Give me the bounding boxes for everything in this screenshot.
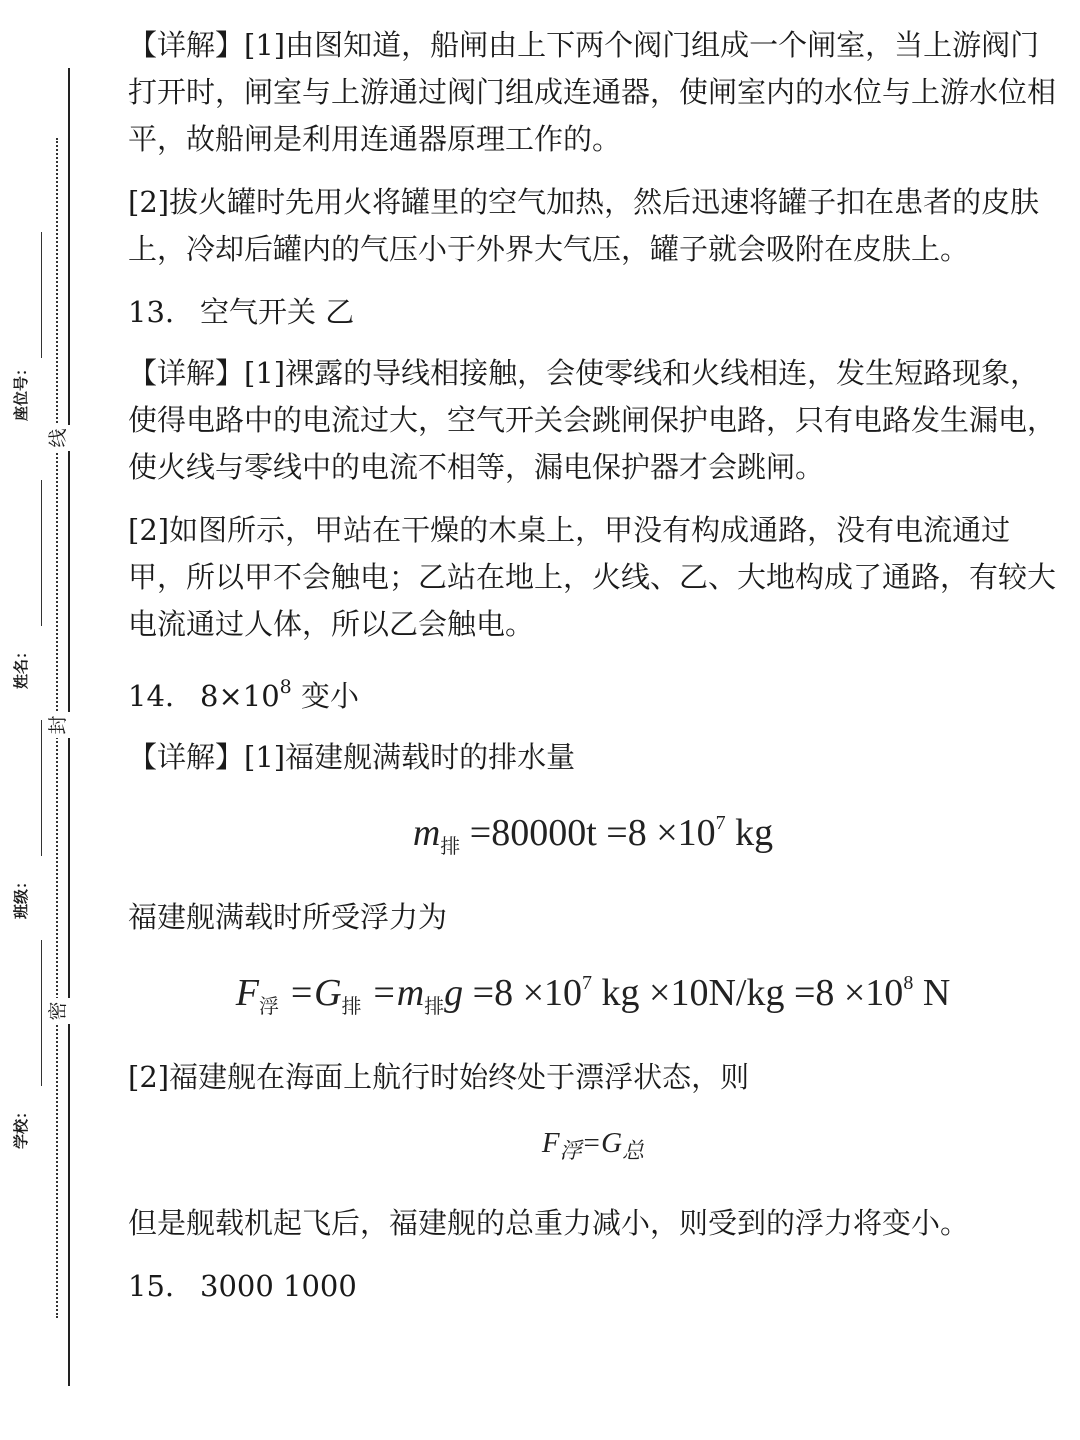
q14-conclusion: 但是舰载机起飞后，福建舰的总重力减小，则受到的浮力将变小。 xyxy=(128,1206,970,1240)
q13-number: 13. xyxy=(128,295,175,329)
q15-answer-line xyxy=(128,1263,1058,1310)
answer-content xyxy=(128,22,1058,1324)
q12-detail-2: [2]拔火罐时先用火将罐里的空气加热，然后迅速将罐子扣在患者的皮肤上，冷却后罐内的气压小于外界大气压，罐子就会吸附在皮肤上。 xyxy=(128,185,1040,266)
q14-answer-exponent: 8 xyxy=(279,676,292,698)
q13-answer: 空气开关 乙 xyxy=(200,295,355,329)
q14-answer-base: 8×10 xyxy=(200,679,280,713)
q14-detail-1: 【详解】[1]福建舰满载时的排水量 xyxy=(128,740,576,774)
binding-mark-feng: 封 xyxy=(45,712,71,738)
q15-number: 15. xyxy=(128,1269,175,1303)
formula-displacement-mass: $m_排 =80000t =8 \times 10^7$ kg xyxy=(412,812,774,858)
q13-answer-line xyxy=(128,289,1058,336)
q13-detail-1: 【详解】[1]裸露的导线相接触，会使零线和火线相连，发生短路现象，使得电路中的电流过大，空气开关会跳闸保护电路，只有电路发生漏电，使火线与零线中的电流不相等，漏电保护器才会跳闸。 xyxy=(128,356,1057,484)
q14-answer-line xyxy=(128,664,1058,720)
seat-number-field xyxy=(8,232,48,421)
school-field xyxy=(8,940,48,1149)
q14-detail-2: [2]福建舰在海面上航行时始终处于漂浮状态，则 xyxy=(128,1060,750,1094)
q14-answer-tail: 变小 xyxy=(291,679,359,713)
q15-answer: 3000 1000 xyxy=(200,1269,357,1303)
class-label: 班级： xyxy=(12,873,30,919)
binding-mark-mi: 密 xyxy=(45,998,71,1024)
q12-detail-1: 【详解】[1]由图知道，船闸由上下两个阀门组成一个闸室，当上游阀门打开时，闸室与上游通过阀门组成连通器，使闸室内的水位与上游水位相平，故船闸是利用连通器原理工作的。 xyxy=(128,28,1057,156)
name-field xyxy=(8,480,48,689)
q13-detail-2: [2]如图所示，甲站在干燥的木桌上，甲没有构成通路，没有电流通过甲，所以甲不会触电；乙站在地上，火线、乙、大地构成了通路，有较大电流通过人体，所以乙会触电。 xyxy=(128,513,1057,641)
q14-buoyancy-intro: 福建舰满载时所受浮力为 xyxy=(128,900,448,934)
seat-number-label: 座位号： xyxy=(12,360,30,421)
formula-buoyant-force: $F_浮 =G_排 =m_排g =8 \times 10^7$ kg $\times 10N/kg =8 \times 10^8$ N xyxy=(235,972,951,1018)
binding-mark-xian: 线 xyxy=(45,425,71,451)
formula-floating-condition: $F_浮=G_总$ xyxy=(541,1127,645,1164)
name-label: 姓名： xyxy=(12,643,30,689)
school-label: 学校： xyxy=(12,1103,30,1149)
class-field xyxy=(8,720,48,919)
q14-number: 14. xyxy=(128,679,175,713)
